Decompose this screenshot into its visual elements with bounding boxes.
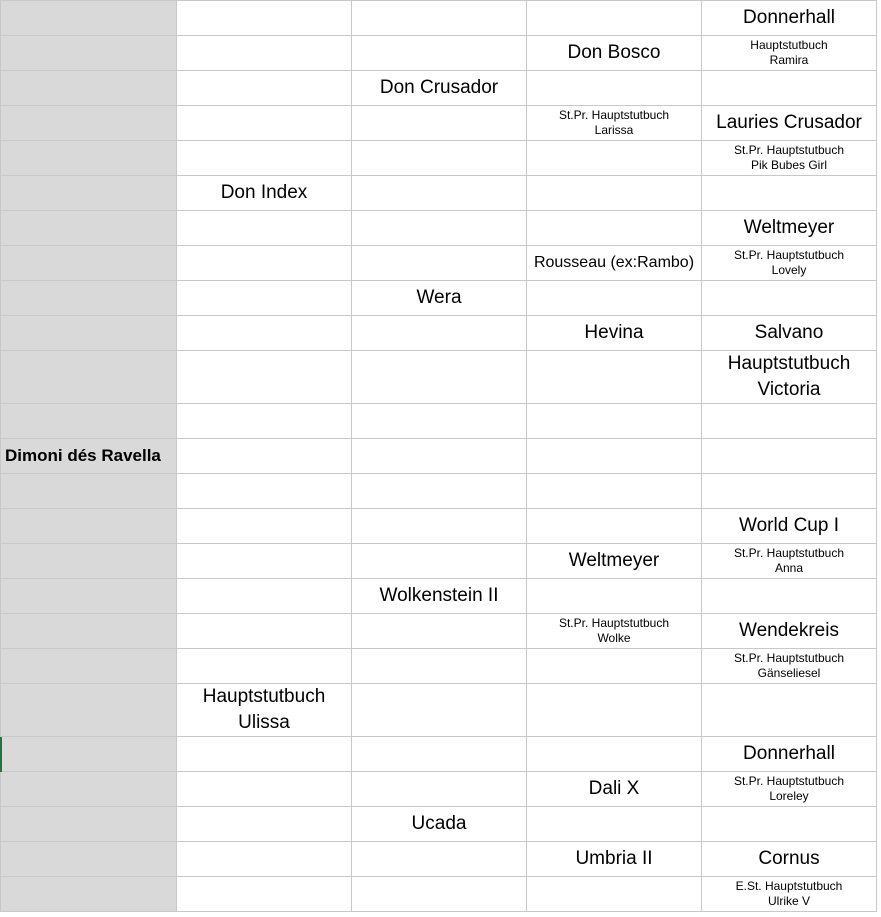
cell-text-line1: St.Pr. Hauptstutbuch [733,774,845,788]
sire-dam-sire-sire-cell[interactable] [702,211,877,246]
cell[interactable] [177,316,352,351]
cell[interactable] [527,684,702,737]
dam-dam-cell[interactable] [352,807,527,842]
sire-sire-dam-sire-cell[interactable] [702,106,877,141]
cell-text-line1: St.Pr. Hauptstutbuch [733,546,845,560]
cell-text: Ucada [411,812,467,834]
grey-cell[interactable] [1,807,177,842]
cell-text: World Cup I [739,514,839,536]
cell[interactable] [527,807,702,842]
table-row [1,737,877,772]
cell[interactable] [177,351,352,404]
cell-text-line2: Pik Bubes Girl [750,158,828,172]
cell[interactable] [352,509,527,544]
cell[interactable] [352,737,527,772]
cell[interactable] [527,579,702,614]
cell[interactable] [527,474,702,509]
dam-dam-dam-dam-cell[interactable] [702,877,877,912]
cell[interactable] [352,106,527,141]
dam-dam-sire-dam-cell[interactable] [702,772,877,807]
cell[interactable] [702,474,877,509]
cell[interactable] [177,649,352,684]
cell[interactable] [177,246,352,281]
cell[interactable] [527,1,702,36]
sire-sire-sire-cell[interactable] [527,36,702,71]
cell-text: Don Bosco [567,41,661,63]
horse-name: Dimoni dés Ravella [5,445,161,465]
cell[interactable] [352,474,527,509]
sire-sire-sire-dam-cell[interactable] [702,36,877,71]
sire-cell[interactable] [177,176,352,211]
table-row [1,404,877,439]
sire-sire-cell[interactable] [352,71,527,106]
cell-text-line2: Victoria [757,379,821,400]
cell[interactable] [352,544,527,579]
cell[interactable] [177,1,352,36]
cell[interactable] [702,807,877,842]
dam-sire-sire-cell[interactable] [527,544,702,579]
cell[interactable] [702,71,877,106]
cell[interactable] [177,71,352,106]
grey-cell[interactable] [1,1,177,36]
cell[interactable] [527,737,702,772]
cell[interactable] [177,877,352,912]
cell-text: Lauries Crusador [716,111,862,133]
cell-text: Donnerhall [743,6,835,28]
cell-text-line1: St.Pr. Hauptstutbuch [558,616,670,630]
sire-sire-sire-sire-cell[interactable] [702,1,877,36]
cell[interactable] [177,36,352,71]
cell-text-line2: Lovely [771,263,807,277]
table-row [1,842,877,877]
grey-cell[interactable] [1,649,177,684]
cell-text-line2: Anna [774,561,804,575]
table-row [1,316,877,351]
cell-text: Weltmeyer [743,216,835,238]
cell[interactable] [527,649,702,684]
sire-dam-sire-dam-cell[interactable] [702,246,877,281]
cell[interactable] [177,772,352,807]
grey-cell[interactable] [1,404,177,439]
grey-cell[interactable] [1,246,177,281]
cell-text-line2: Ulissa [238,712,290,733]
cell[interactable] [352,772,527,807]
cell[interactable] [177,579,352,614]
cell-text-line1: St.Pr. Hauptstutbuch [558,108,670,122]
cell-text: Dali X [588,777,640,799]
cell[interactable] [352,246,527,281]
dam-sire-dam-sire-cell[interactable] [702,614,877,649]
grey-cell[interactable] [1,684,177,737]
cell-text-line2: Ulrike V [767,894,810,908]
cell[interactable] [177,474,352,509]
sire-dam-sire-cell[interactable] [527,246,702,281]
dam-sire-dam-cell[interactable] [527,614,702,649]
cell-text: Umbria II [575,847,653,869]
cell[interactable] [177,404,352,439]
cell[interactable] [702,404,877,439]
table-row [1,439,877,474]
grey-cell[interactable] [1,474,177,509]
dam-sire-sire-dam-cell[interactable] [702,544,877,579]
horse-name-cell[interactable] [1,439,177,474]
sire-dam-dam-cell[interactable] [527,316,702,351]
cell[interactable] [352,141,527,176]
cell-text-line2: Ramira [769,53,809,67]
cell[interactable] [177,141,352,176]
dam-cell[interactable] [177,684,352,737]
table-row [1,544,877,579]
dam-dam-sire-cell[interactable] [527,772,702,807]
table-row [1,71,877,106]
cell-text: Hevina [584,321,644,343]
cell[interactable] [527,176,702,211]
grey-cell[interactable] [1,36,177,71]
grey-cell[interactable] [1,737,177,772]
sire-dam-dam-sire-cell[interactable] [702,316,877,351]
grey-cell[interactable] [1,544,177,579]
sire-sire-dam-cell[interactable] [527,106,702,141]
cell[interactable] [177,807,352,842]
cell-text: Wera [416,286,462,308]
sire-sire-dam-dam-cell[interactable] [702,141,877,176]
dam-sire-cell[interactable] [352,579,527,614]
cell-text: Weltmeyer [568,549,660,571]
cell[interactable] [177,544,352,579]
cell[interactable] [527,404,702,439]
cell-text-line2: Wolke [597,631,631,645]
dam-sire-sire-sire-cell[interactable] [702,509,877,544]
table-row [1,509,877,544]
cell-text: Wendekreis [739,619,839,641]
table-row [1,1,877,36]
grey-cell[interactable] [1,877,177,912]
table-row [1,36,877,71]
cell[interactable] [702,281,877,316]
cell-text-line1: Hauptstutbuch [202,686,326,708]
cell-text-line1: Hauptstutbuch [727,353,851,375]
grey-cell[interactable] [1,106,177,141]
cell[interactable] [352,316,527,351]
cell[interactable] [352,211,527,246]
dam-dam-dam-cell[interactable] [527,842,702,877]
dam-dam-sire-sire-cell[interactable] [702,737,877,772]
cell[interactable] [527,141,702,176]
table-row [1,877,877,912]
table-row [1,281,877,316]
cell-text: Wolkenstein II [379,584,499,606]
cell[interactable] [352,36,527,71]
grey-cell[interactable] [1,614,177,649]
cell[interactable] [352,877,527,912]
cell[interactable] [352,176,527,211]
cell[interactable] [177,211,352,246]
cell[interactable] [177,509,352,544]
grey-cell[interactable] [1,351,177,404]
cell[interactable] [702,439,877,474]
cell[interactable] [352,351,527,404]
grey-cell[interactable] [1,281,177,316]
cell[interactable] [702,579,877,614]
grey-cell[interactable] [1,141,177,176]
cell[interactable] [702,684,877,737]
cell-text: Donnerhall [743,742,835,764]
cell-text: Salvano [754,321,824,343]
cell-text-line2: Larissa [594,123,634,137]
cell[interactable] [527,71,702,106]
cell[interactable] [527,211,702,246]
table-row [1,246,877,281]
cell-text: Don Crusador [379,76,499,98]
dam-sire-dam-dam-cell[interactable] [702,649,877,684]
cell[interactable] [527,509,702,544]
cell[interactable] [352,404,527,439]
grey-cell[interactable] [1,842,177,877]
cell[interactable] [177,439,352,474]
sire-dam-cell[interactable] [352,281,527,316]
table-row [1,351,877,404]
dam-dam-dam-sire-cell[interactable] [702,842,877,877]
grey-cell[interactable] [1,772,177,807]
grey-cell[interactable] [1,71,177,106]
table-row [1,176,877,211]
cell-text-line1: Hauptstutbuch [750,38,828,52]
cell[interactable] [352,439,527,474]
grey-cell[interactable] [1,176,177,211]
table-row [1,649,877,684]
grey-cell[interactable] [1,211,177,246]
grey-cell[interactable] [1,509,177,544]
grey-cell[interactable] [1,579,177,614]
cell-text: Don Index [220,181,308,203]
cell-text-line1: St.Pr. Hauptstutbuch [733,248,845,262]
cell[interactable] [527,281,702,316]
table-row [1,474,877,509]
cell[interactable] [352,684,527,737]
cell[interactable] [177,614,352,649]
cell[interactable] [352,842,527,877]
table-row [1,106,877,141]
cell[interactable] [177,842,352,877]
grey-cell[interactable] [1,316,177,351]
table-row [1,579,877,614]
cell[interactable] [352,649,527,684]
cell[interactable] [702,176,877,211]
table-row [1,772,877,807]
cell-text-line2: Loreley [769,789,809,803]
table-row [1,684,877,737]
sire-dam-dam-dam-cell[interactable] [702,351,877,404]
cell-text-line1: E.St. Hauptstutbuch [735,879,843,893]
cell[interactable] [177,737,352,772]
table-row [1,807,877,842]
active-row-marker [0,737,2,772]
cell-text: Rousseau (ex:Rambo) [533,254,695,272]
cell-text-line1: St.Pr. Hauptstutbuch [733,143,845,157]
cell[interactable] [177,281,352,316]
table-row [1,614,877,649]
cell[interactable] [352,1,527,36]
cell-text: Cornus [758,847,820,869]
cell[interactable] [527,439,702,474]
cell[interactable] [527,877,702,912]
cell-text-line2: Gänseliesel [757,666,821,680]
cell[interactable] [352,614,527,649]
cell-text-line1: St.Pr. Hauptstutbuch [733,651,845,665]
table-row [1,141,877,176]
cell[interactable] [527,351,702,404]
table-row [1,211,877,246]
cell[interactable] [177,106,352,141]
